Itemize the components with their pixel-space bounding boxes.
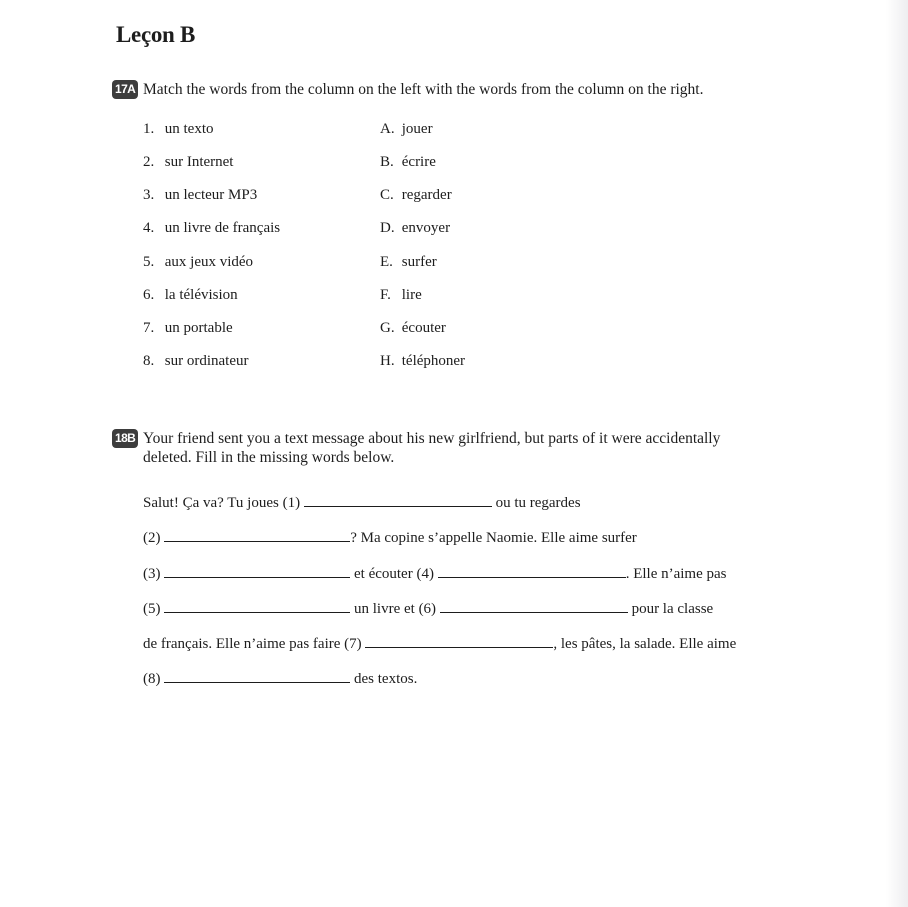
right-item-a: A. jouer — [380, 121, 433, 137]
right-item-g: G. écouter — [380, 320, 446, 336]
right-item-d: D. envoyer — [380, 220, 451, 236]
blank-8[interactable] — [164, 670, 350, 683]
blank-6[interactable] — [440, 600, 628, 613]
message-line-1: Salut! Ça va? Tu joues (1) ou tu regardes — [143, 495, 581, 511]
left-item-4: 4. un livre de français — [143, 220, 281, 236]
exercise-17a-badge: 17A — [112, 80, 138, 99]
exercise-18b-instruction-line2: deleted. Fill in the missing words below. — [143, 449, 395, 466]
message-line-3: (3) et écouter (4) . Elle n’aime pas — [143, 566, 727, 582]
blank-5[interactable] — [164, 600, 350, 613]
left-item-2: 2. sur Internet — [143, 154, 234, 170]
exercise-18b-instruction-line1: Your friend sent you a text message about his new girlfriend, but parts of it were accidentally — [143, 430, 721, 447]
left-item-6: 6. la télévision — [143, 287, 238, 303]
right-item-e: E. surfer — [380, 254, 437, 270]
message-line-5: de français. Elle n’aime pas faire (7) , les pâtes, la salade. Elle aime — [143, 636, 737, 652]
exercise-18b-badge: 18B — [112, 429, 138, 448]
right-item-c: C. regarder — [380, 187, 452, 203]
blank-7[interactable] — [365, 635, 553, 648]
blank-4[interactable] — [438, 565, 626, 578]
message-line-4: (5) un livre et (6) pour la classe — [143, 601, 714, 617]
message-line-2: (2) ? Ma copine s’appelle Naomie. Elle aime surfer — [143, 530, 637, 546]
right-item-f: F. lire — [380, 287, 422, 303]
left-item-8: 8. sur ordinateur — [143, 353, 249, 369]
page-edge-shadow — [886, 0, 908, 907]
left-item-1: 1. un texto — [143, 121, 214, 137]
exercise-17a-instruction: Match the words from the column on the left with the words from the column on the right. — [143, 81, 704, 98]
left-item-5: 5. aux jeux vidéo — [143, 254, 254, 270]
left-item-3: 3. un lecteur MP3 — [143, 187, 258, 203]
blank-1[interactable] — [304, 494, 492, 507]
right-item-h: H. téléphoner — [380, 353, 466, 369]
message-line-6: (8) des textos. — [143, 671, 418, 687]
page-title: Leçon B — [116, 22, 196, 47]
blank-2[interactable] — [164, 529, 350, 542]
right-item-b: B. écrire — [380, 154, 436, 170]
exercise-18b-instruction — [143, 429, 720, 467]
blank-3[interactable] — [164, 565, 350, 578]
left-item-7: 7. un portable — [143, 320, 233, 336]
